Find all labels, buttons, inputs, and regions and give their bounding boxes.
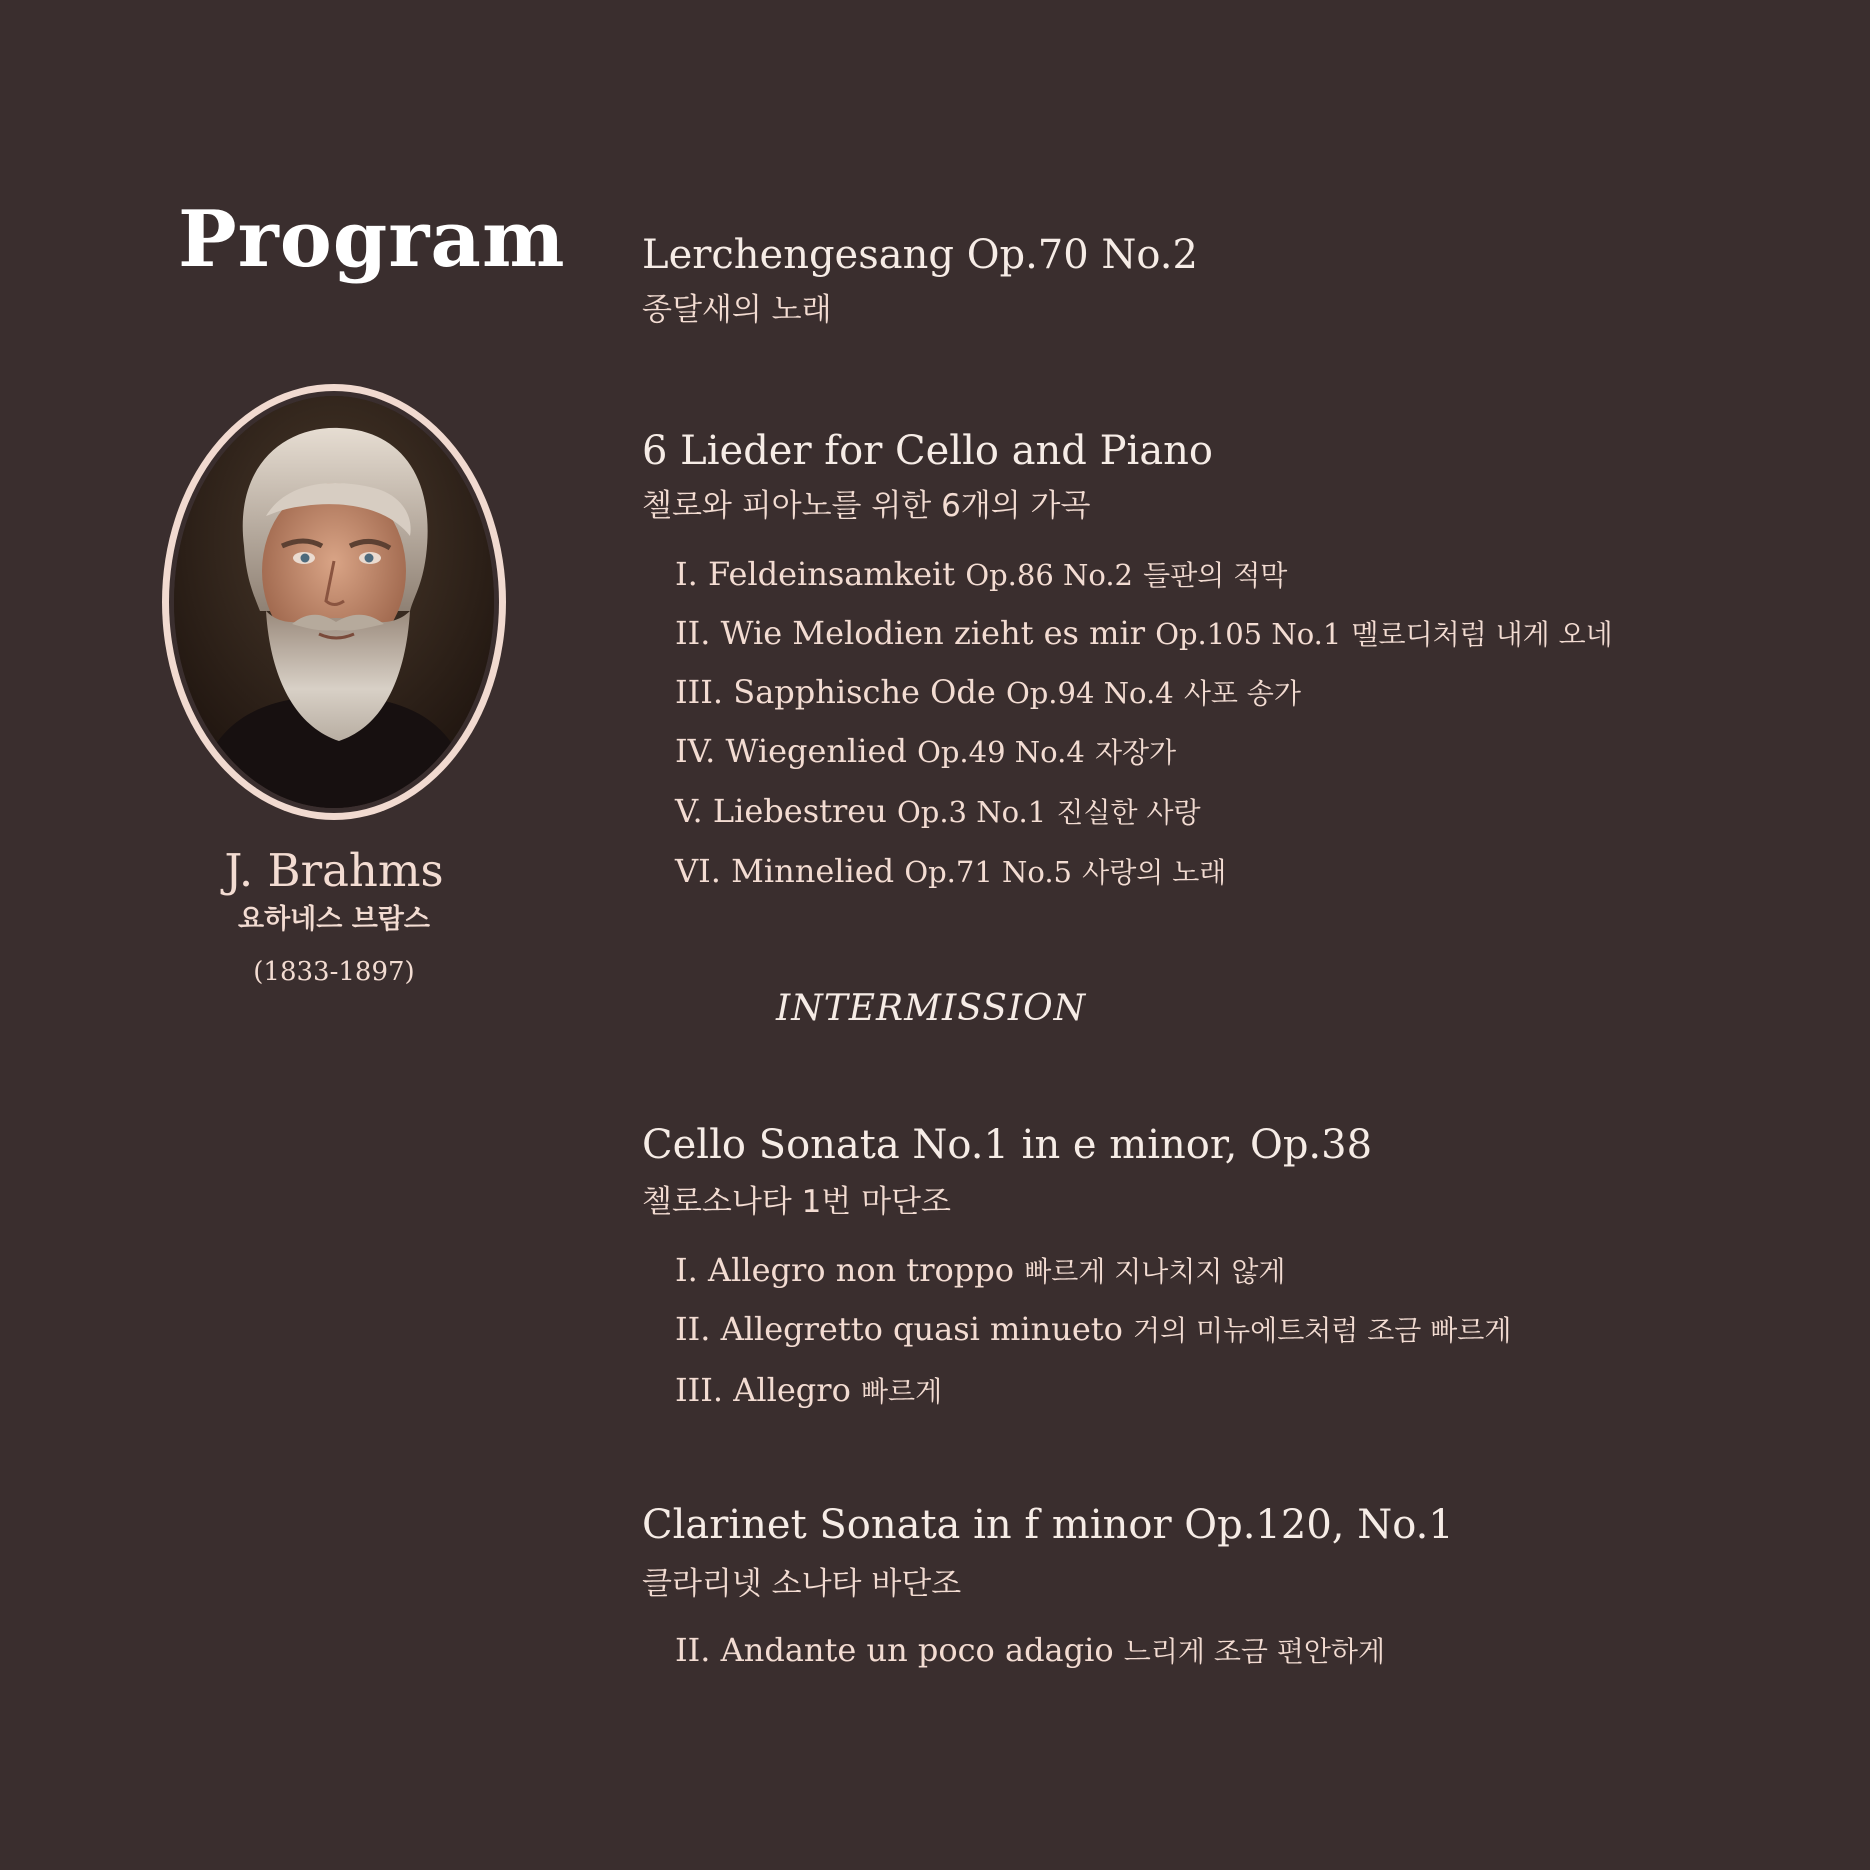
movement-label: V. Liebestreu <box>675 792 887 830</box>
movement-label: II. Wie Melodien zieht es mir <box>675 614 1146 652</box>
movement-item <box>675 729 1176 775</box>
movement-korean: 사랑의 노래 <box>1082 856 1227 889</box>
movement-opus: Op.3 No.1 <box>897 795 1047 829</box>
movement-korean: 자장가 <box>1094 736 1177 769</box>
movement-label: II. Allegretto quasi minueto <box>675 1310 1123 1348</box>
movement-item <box>675 1248 1285 1294</box>
movement-korean: 빠르게 지나치지 않게 <box>1024 1255 1286 1288</box>
movement-item <box>675 1368 942 1414</box>
movement-item <box>675 849 1226 895</box>
work-title: 6 Lieder for Cello and Piano <box>642 428 1214 474</box>
intermission-label: INTERMISSION <box>776 988 1087 1029</box>
movement-item <box>675 1628 1385 1674</box>
movement-korean: 진실한 사랑 <box>1056 796 1201 829</box>
work-subtitle: 클라리넷 소나타 바단조 <box>642 1566 962 1602</box>
movement-item <box>675 670 1301 716</box>
movement-opus: Op.49 No.4 <box>917 735 1085 769</box>
movement-korean: 빠르게 <box>861 1375 943 1408</box>
movement-item <box>675 1307 1511 1353</box>
work-title: Cello Sonata No.1 in e minor, Op.38 <box>642 1122 1373 1168</box>
movement-korean: 들판의 적막 <box>1143 559 1288 592</box>
movement-label: IV. Wiegenlied <box>675 732 907 770</box>
work-subtitle: 첼로와 피아노를 위한 6개의 가곡 <box>642 488 1091 524</box>
movement-opus: Op.105 No.1 <box>1155 617 1342 651</box>
portrait-frame-gap <box>169 391 499 813</box>
movement-label: I. Allegro non troppo <box>675 1251 1015 1289</box>
portrait-illustration <box>174 396 494 808</box>
page-title: Program <box>178 194 566 285</box>
composer-name-korean: 요하네스 브람스 <box>238 904 430 935</box>
movement-opus: Op.86 No.2 <box>965 558 1133 592</box>
work-title: Lerchengesang Op.70 No.2 <box>642 232 1198 278</box>
composer-panel <box>0 0 640 1870</box>
movement-item <box>675 611 1613 657</box>
movement-label: III. Allegro <box>675 1371 851 1409</box>
movement-opus: Op.71 No.5 <box>904 855 1072 889</box>
movement-label: I. Feldeinsamkeit <box>675 555 956 593</box>
movement-korean: 느리게 조금 편안하게 <box>1123 1635 1386 1668</box>
movement-item <box>675 552 1287 598</box>
movement-label: VI. Minnelied <box>675 852 895 890</box>
composer-portrait-frame <box>162 384 506 820</box>
movement-label: III. Sapphische Ode <box>675 673 996 711</box>
movement-korean: 거의 미뉴에트처럼 조금 빠르게 <box>1133 1314 1512 1347</box>
movement-label: II. Andante un poco adagio <box>675 1631 1114 1669</box>
movement-korean: 멜로디처럼 내게 오네 <box>1351 618 1613 651</box>
movement-korean: 사포 송가 <box>1183 677 1301 710</box>
composer-portrait <box>174 396 494 808</box>
composer-name: J. Brahms <box>224 844 444 897</box>
work-subtitle: 첼로소나타 1번 마단조 <box>642 1184 951 1220</box>
work-subtitle: 종달새의 노래 <box>642 292 832 328</box>
movement-item <box>675 789 1201 835</box>
work-title: Clarinet Sonata in f minor Op.120, No.1 <box>642 1502 1454 1548</box>
composer-dates: (1833-1897) <box>253 957 415 987</box>
movement-opus: Op.94 No.4 <box>1005 676 1174 710</box>
